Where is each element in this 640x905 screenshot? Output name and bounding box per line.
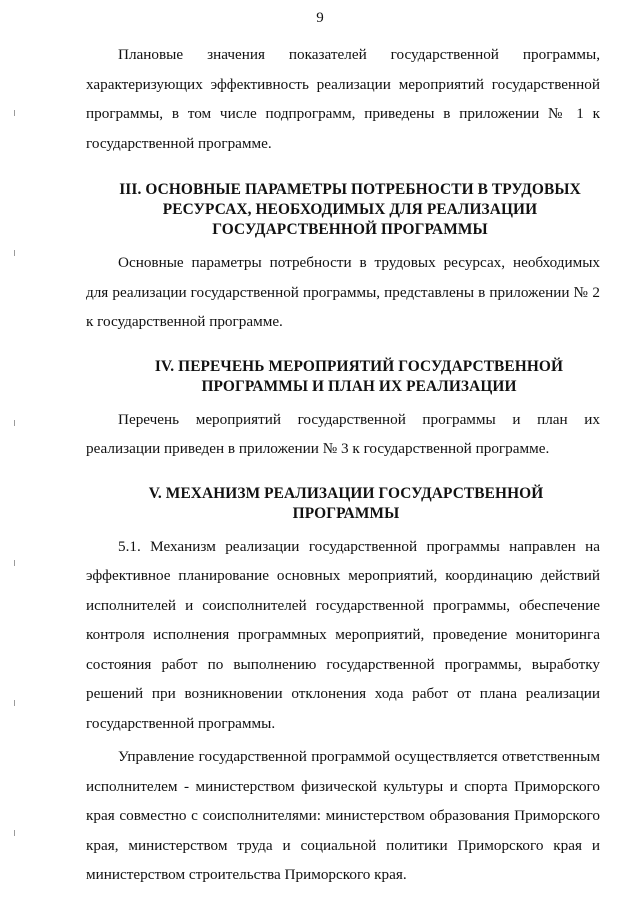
section-3-heading-line: ГОСУДАРСТВЕННОЙ ПРОГРАММЫ [212,221,488,238]
section-5-heading [86,484,600,524]
section-3-heading [86,180,600,240]
page-number: 9 [316,10,324,26]
section-4-paragraph: Перечень мероприятий государственной программы и план их реализации приведен в приложении № 3 к государственной программе. [86,410,600,457]
section-5-paragraph-mechanism: 5.1. Механизм реализации государственной программы направлен на эффективное планирование основных мероприятий, координацию действий исполнителей и соисполнителей государственной программы, обеспечение контроля исполнения программных мероприятий, проведение мониторинга состояния работ по выполнению государственной программы, выработку решений при возникновении отклонения хода работ от плана реализации государственной программы. [86,537,600,732]
section-5-paragraph-management: Управление государственной программой осуществляется ответственным исполнителем - министерством физической культуры и спорта Приморского края совместно с соисполнителями: министерством образования Приморского края, министерством труда и социальной политики Приморского края и министерством строительства Приморского края. [86,748,600,883]
section-3-heading-line: III. ОСНОВНЫЕ ПАРАМЕТРЫ ПОТРЕБНОСТИ В ТРУДОВЫХ [119,181,581,198]
section-4-heading [86,357,600,397]
section-3-heading-line: РЕСУРСАХ, НЕОБХОДИМЫХ ДЛЯ РЕАЛИЗАЦИИ [162,201,538,218]
document-body [86,40,600,890]
section-3-paragraph: Основные параметры потребности в трудовых ресурсах, необходимых для реализации государственной программы, представлены в приложении № 2 к государственной программе. [86,254,600,330]
section-5-heading-line: ПРОГРАММЫ [292,504,400,522]
section-4-heading-line: ПРОГРАММЫ И ПЛАН ИХ РЕАЛИЗАЦИИ [201,377,517,395]
scan-margin-marks [14,0,34,905]
section-4-heading-line: IV. ПЕРЕЧЕНЬ МЕРОПРИЯТИЙ ГОСУДАРСТВЕННОЙ [154,357,564,375]
paragraph-indicators: Плановые значения показателей государственной программы, характеризующих эффективность реализации мероприятий государственной программы, в том числе подпрограмм, приведены в приложении № 1 к государственной программе. [86,46,600,152]
section-5-heading-line: V. МЕХАНИЗМ РЕАЛИЗАЦИИ ГОСУДАРСТВЕННОЙ [148,484,544,502]
